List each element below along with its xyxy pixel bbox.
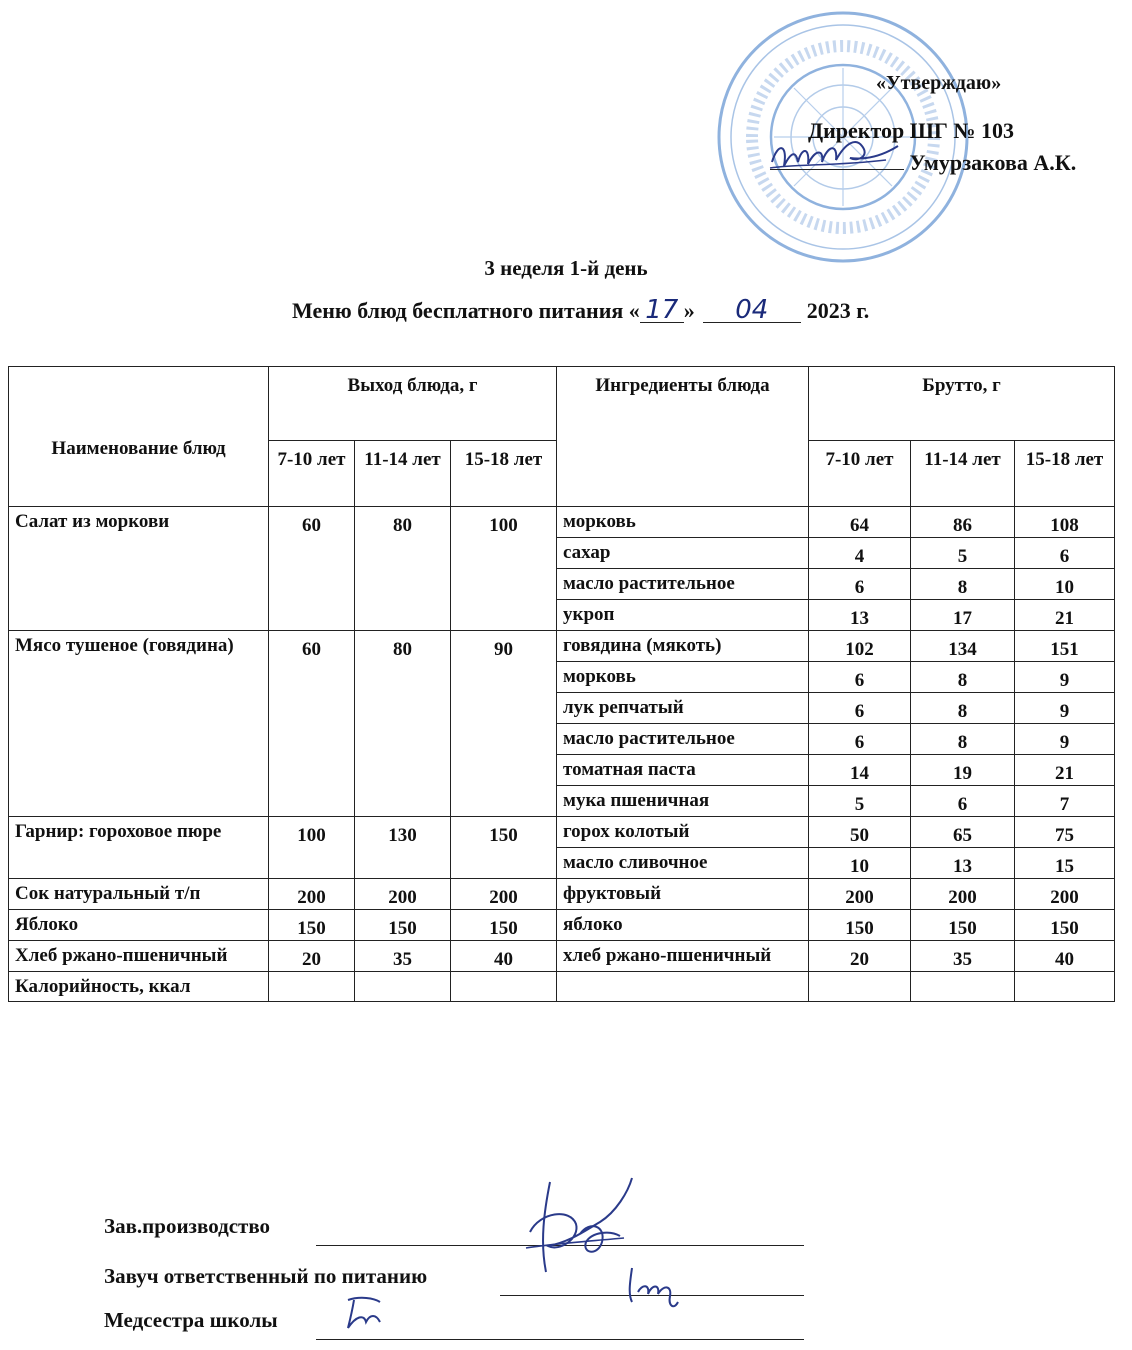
nurse-signature-line: [316, 1338, 804, 1340]
calories-cell: [355, 972, 451, 1002]
menu-table-body: [9, 507, 1115, 972]
nurse-label: Медсестра школы: [104, 1308, 278, 1332]
brutto-value: 8: [911, 662, 1015, 693]
dish-output-value: 130: [355, 817, 451, 879]
dish-output-value: 35: [355, 941, 451, 972]
brutto-value: 150: [1015, 910, 1115, 941]
ingredient-name: масло растительное: [557, 724, 809, 755]
ingredient-name: томатная паста: [557, 755, 809, 786]
menu-year: 2023 г.: [806, 298, 870, 323]
header-output-age-11-14: 11-14 лет: [355, 441, 451, 507]
ingredient-name: горох колотый: [557, 817, 809, 848]
dish-output-value: 80: [355, 507, 451, 631]
ingredient-name: говядина (мякоть): [557, 631, 809, 662]
dish-output-value: 100: [269, 817, 355, 879]
menu-quote: »: [683, 298, 695, 323]
ingredient-name: укроп: [557, 600, 809, 631]
brutto-value: 8: [911, 724, 1015, 755]
header-dish-name: Наименование блюд: [9, 367, 269, 507]
responsible-label: Завуч ответственный по питанию: [104, 1264, 428, 1288]
calories-cell: [557, 972, 809, 1002]
calories-cell: [809, 972, 911, 1002]
header-output-age-15-18: 15-18 лет: [451, 441, 557, 507]
brutto-value: 10: [809, 848, 911, 879]
dish-output-value: 40: [451, 941, 557, 972]
dish-output-value: 60: [269, 507, 355, 631]
dish-output-value: 20: [269, 941, 355, 972]
menu-title-prefix: Меню блюд бесплатного питания «: [292, 298, 640, 323]
table-row: [9, 941, 1115, 972]
dish-output-value: 100: [451, 507, 557, 631]
director-name: Умурзакова А.К.: [909, 150, 1077, 175]
brutto-value: 151: [1015, 631, 1115, 662]
brutto-value: 5: [911, 538, 1015, 569]
brutto-value: 9: [1015, 693, 1115, 724]
brutto-value: 35: [911, 941, 1015, 972]
brutto-value: 14: [809, 755, 911, 786]
brutto-value: 5: [809, 786, 911, 817]
nurse-signature: [340, 1292, 388, 1332]
table-row: [9, 817, 1115, 848]
dish-name: Сок натуральный т/п: [9, 879, 269, 910]
approve-label: «Утверждаю»: [876, 72, 1002, 94]
menu-day: 17: [645, 295, 679, 325]
brutto-value: 21: [1015, 755, 1115, 786]
brutto-value: 4: [809, 538, 911, 569]
brutto-value: 75: [1015, 817, 1115, 848]
table-row: [9, 507, 1115, 538]
ingredient-name: лук репчатый: [557, 693, 809, 724]
header-ingredients: Ингредиенты блюда: [557, 367, 809, 507]
dish-name: Мясо тушеное (говядина): [9, 631, 269, 817]
brutto-value: 65: [911, 817, 1015, 848]
week-day-label: 3 неделя 1-й день: [484, 256, 648, 280]
ingredient-name: морковь: [557, 507, 809, 538]
calories-cell: [911, 972, 1015, 1002]
brutto-value: 200: [809, 879, 911, 910]
dish-output-value: 200: [269, 879, 355, 910]
ingredient-name: мука пшеничная: [557, 786, 809, 817]
director-title: Директор ШГ № 103: [808, 118, 1015, 143]
brutto-value: 9: [1015, 662, 1115, 693]
production-label: Зав.производство: [104, 1214, 271, 1238]
ingredient-name: хлеб ржано-пшеничный: [557, 941, 809, 972]
brutto-value: 150: [911, 910, 1015, 941]
brutto-value: 102: [809, 631, 911, 662]
director-signature: [766, 132, 906, 178]
dish-output-value: 90: [451, 631, 557, 817]
brutto-value: 6: [911, 786, 1015, 817]
brutto-value: 8: [911, 569, 1015, 600]
menu-table: [8, 366, 1115, 1002]
brutto-value: 10: [1015, 569, 1115, 600]
brutto-value: 134: [911, 631, 1015, 662]
dish-output-value: 60: [269, 631, 355, 817]
header-output: Выход блюда, г: [269, 367, 557, 441]
dish-output-value: 150: [269, 910, 355, 941]
brutto-value: 15: [1015, 848, 1115, 879]
calories-cell: [1015, 972, 1115, 1002]
responsible-signature: [622, 1262, 684, 1314]
menu-month: 04: [735, 295, 769, 325]
header-brutto-age-7-10: 7-10 лет: [809, 441, 911, 507]
brutto-value: 64: [809, 507, 911, 538]
dish-output-value: 200: [451, 879, 557, 910]
table-row: [9, 631, 1115, 662]
brutto-value: 13: [911, 848, 1015, 879]
ingredient-name: сахар: [557, 538, 809, 569]
brutto-value: 6: [809, 569, 911, 600]
header-brutto-age-11-14: 11-14 лет: [911, 441, 1015, 507]
brutto-value: 9: [1015, 724, 1115, 755]
header-output-age-7-10: 7-10 лет: [269, 441, 355, 507]
dish-name: Яблоко: [9, 910, 269, 941]
brutto-value: 19: [911, 755, 1015, 786]
brutto-value: 8: [911, 693, 1015, 724]
dish-output-value: 150: [451, 910, 557, 941]
calories-cell: [451, 972, 557, 1002]
ingredient-name: морковь: [557, 662, 809, 693]
table-row: [9, 879, 1115, 910]
dish-output-value: 150: [451, 817, 557, 879]
ingredient-name: масло растительное: [557, 569, 809, 600]
brutto-value: 6: [809, 724, 911, 755]
dish-output-value: 150: [355, 910, 451, 941]
brutto-value: 17: [911, 600, 1015, 631]
header-brutto-age-15-18: 15-18 лет: [1015, 441, 1115, 507]
brutto-value: 13: [809, 600, 911, 631]
calories-row: [9, 972, 1115, 1002]
dish-output-value: 80: [355, 631, 451, 817]
brutto-value: 150: [809, 910, 911, 941]
header-brutto: Брутто, г: [809, 367, 1115, 441]
calories-cell: [269, 972, 355, 1002]
brutto-value: 7: [1015, 786, 1115, 817]
brutto-value: 50: [809, 817, 911, 848]
brutto-value: 6: [809, 693, 911, 724]
ingredient-name: фруктовый: [557, 879, 809, 910]
dish-name: Салат из моркови: [9, 507, 269, 631]
brutto-value: 6: [809, 662, 911, 693]
brutto-value: 21: [1015, 600, 1115, 631]
table-row: [9, 910, 1115, 941]
dish-output-value: 200: [355, 879, 451, 910]
ingredient-name: яблоко: [557, 910, 809, 941]
brutto-value: 20: [809, 941, 911, 972]
brutto-value: 200: [911, 879, 1015, 910]
dish-name: Хлеб ржано-пшеничный: [9, 941, 269, 972]
ingredient-name: масло сливочное: [557, 848, 809, 879]
menu-title: [292, 295, 870, 325]
brutto-value: 86: [911, 507, 1015, 538]
dish-name: Гарнир: гороховое пюре: [9, 817, 269, 879]
brutto-value: 6: [1015, 538, 1115, 569]
brutto-value: 200: [1015, 879, 1115, 910]
calories-label: Калорийность, ккал: [9, 972, 269, 1002]
brutto-value: 108: [1015, 507, 1115, 538]
brutto-value: 40: [1015, 941, 1115, 972]
